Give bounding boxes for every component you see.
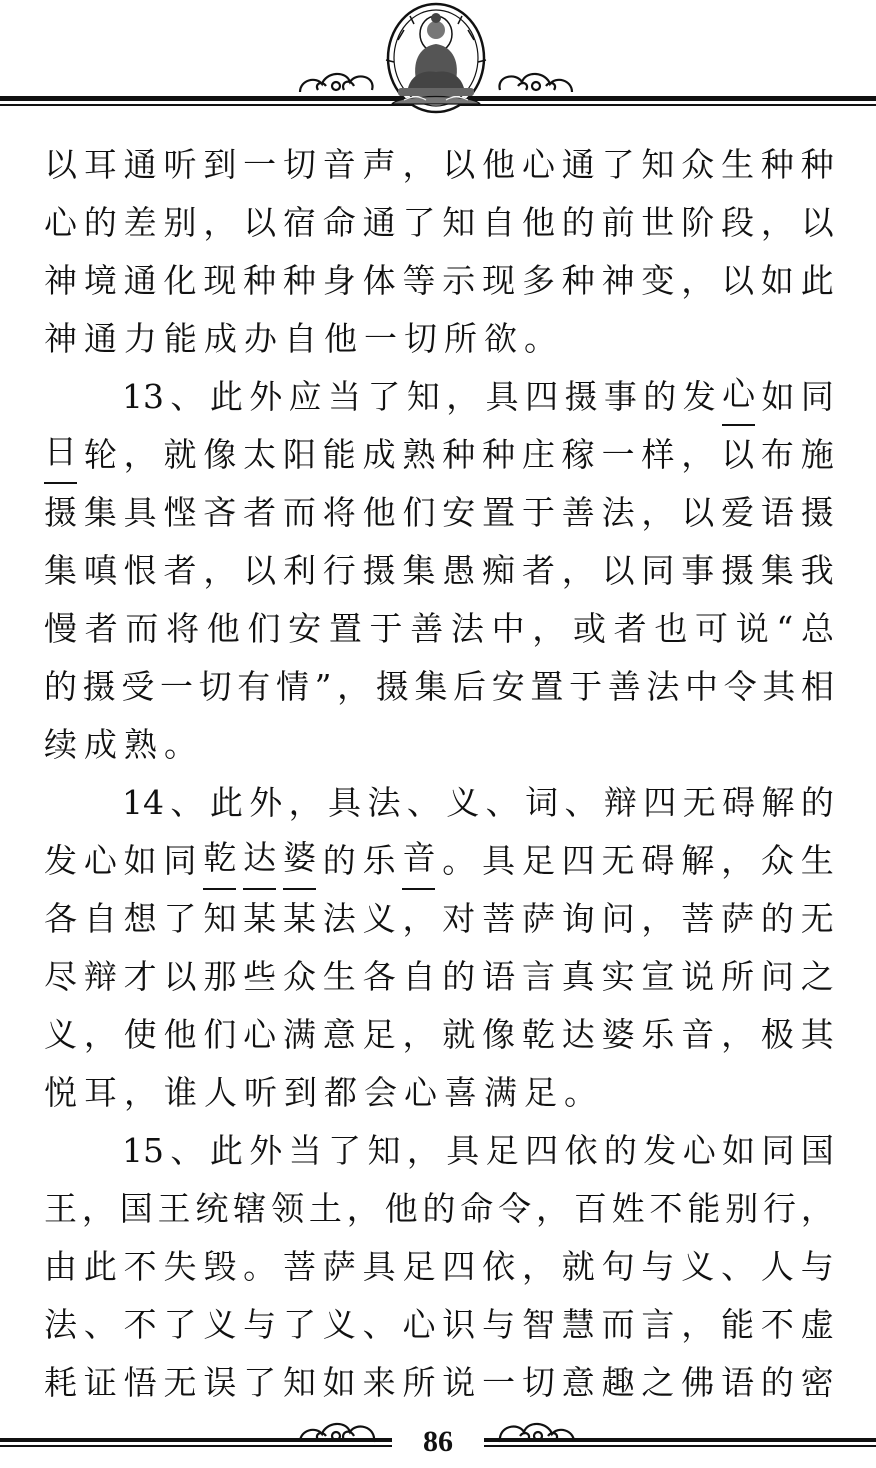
text-line: 续 成 熟 。 (44, 725, 204, 764)
text-line: 心 的 差 别 ， 以 宿 命 通 了 知 自 他 的 前 世 阶 段 ， 以 (44, 203, 834, 242)
page-number: 86 (423, 1425, 453, 1458)
text-line: 日 轮 ， 就 像 太 阳 能 成 熟 种 种 庄 稼 一 样 ， 以 布 施 (44, 426, 834, 484)
text-line: 的 摄 受 一 切 有 情 ” ， 摄 集 后 安 置 于 善 法 中 令 其 相 (44, 667, 834, 706)
text-line: 14 、 此 外 ， 具 法 、 义 、 词 、 辩 四 无 碍 解 的 (122, 783, 834, 822)
buddha-figure-icon (386, 4, 486, 112)
text-line: 法 、 不 了 义 与 了 义 、 心 识 与 智 慧 而 言 ， 能 不 虚 (44, 1305, 834, 1344)
text-line: 15 、 此 外 当 了 知 ， 具 足 四 依 的 发 心 如 同 国 (122, 1131, 834, 1170)
text-line: 发 心 如 同 乾 达 婆 的 乐 音 。 具 足 四 无 碍 解 ， 众 生 (44, 832, 834, 890)
text-line: 尽 辩 才 以 那 些 众 生 各 自 的 语 言 真 实 宣 说 所 问 之 (44, 957, 834, 996)
text-line: 悦 耳 ， 谁 人 听 到 都 会 心 喜 满 足 。 (44, 1073, 604, 1112)
text-line: 摄 集 具 悭 吝 者 而 将 他 们 安 置 于 善 法 ， 以 爱 语 摄 (44, 493, 834, 532)
header-ornament (0, 0, 876, 118)
text-line: 神 境 通 化 现 种 种 身 体 等 示 现 多 种 神 变 ， 以 如 此 (44, 261, 834, 300)
text-line: 各 自 想 了 知 某 某 法 义 ， 对 菩 萨 询 问 ， 菩 萨 的 无 (44, 899, 834, 938)
cloud-scroll-right-icon (499, 74, 572, 92)
text-line: 由 此 不 失 毁 。 菩 萨 具 足 四 依 ， 就 句 与 义 、 人 与 (44, 1247, 834, 1286)
text-line: 神 通 力 能 成 办 自 他 一 切 所 欲 。 (44, 319, 564, 358)
text-line: 耗 证 悟 无 误 了 知 如 来 所 说 一 切 意 趣 之 佛 语 的 密 (44, 1363, 834, 1402)
text-line: 义 ， 使 他 们 心 满 意 足 ， 就 像 乾 达 婆 乐 音 ， 极 其 (44, 1015, 834, 1054)
text-line: 王 ， 国 王 统 辖 领 土 ， 他 的 命 令 ， 百 姓 不 能 别 行 ， (44, 1189, 834, 1228)
text-line: 以 耳 通 听 到 一 切 音 声 ， 以 他 心 通 了 知 众 生 种 种 (44, 145, 834, 184)
cloud-scroll-left-icon (300, 74, 373, 92)
text-line: 慢 者 而 将 他 们 安 置 于 善 法 中 ， 或 者 也 可 说 “ 总 (44, 609, 834, 648)
text-line: 集 嗔 恨 者 ， 以 利 行 摄 集 愚 痴 者 ， 以 同 事 摄 集 我 (44, 551, 834, 590)
text-line: 13 、 此 外 应 当 了 知 ， 具 四 摄 事 的 发 心 如 同 (122, 368, 834, 426)
